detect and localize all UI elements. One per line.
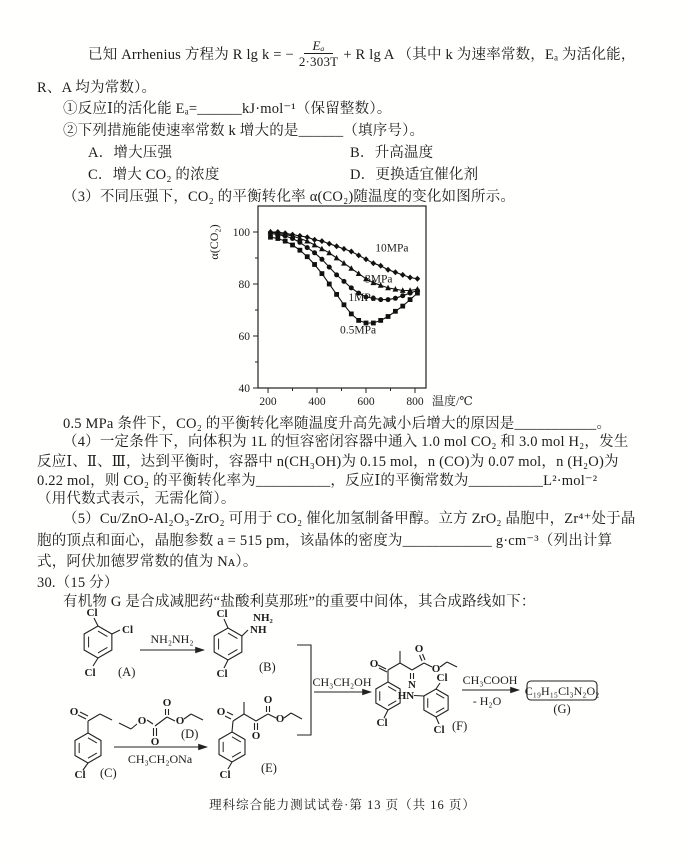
svg-text:400: 400 <box>308 396 326 408</box>
o-label: O <box>251 730 261 742</box>
reaction-arrow-3 <box>114 747 207 766</box>
cl-label: Cl <box>376 717 388 729</box>
reagent-sodium-ethoxide: CH₃CH₂ONa <box>127 752 193 766</box>
o-label: O <box>69 706 79 718</box>
fraction-numerator: Eₐ <box>304 38 332 54</box>
question-5-line2: 胞的顶点和面心，晶胞参数 a = 515 pm，该晶体的密度为____________ g·cm⁻³（列出计算 <box>37 533 613 549</box>
equation-fraction <box>299 38 338 69</box>
cl-label: Cl <box>86 607 98 619</box>
arrhenius-equation-line <box>88 38 636 69</box>
svg-text:0.5MPa: 0.5MPa <box>340 324 377 337</box>
cl-label: Cl <box>74 769 86 781</box>
o-label: O <box>216 706 226 718</box>
option-a: A．增大压强 <box>88 145 173 161</box>
cl-label: Cl <box>216 608 228 620</box>
product-g-formula: C₁₉H₁₅Cl₃N₂O₂ <box>524 684 600 698</box>
question-1-activation-energy: ①反应Ⅰ的活化能 Eₐ=______kJ·mol⁻¹（保留整数）。 <box>63 101 392 117</box>
question-5-line1: （5）Cu/ZnO-Al₂O₃-ZrO₂ 可用于 CO₂ 催化加氢制备甲醇。立方 ZrO₂ 晶胞中，Zr⁴⁺处于晶 <box>63 511 636 527</box>
reaction-arrow-2 <box>312 675 371 692</box>
cl-label: Cl <box>84 667 96 679</box>
o-label: O <box>175 715 185 727</box>
svg-text:100: 100 <box>232 227 250 239</box>
cl-label: Cl <box>436 672 448 684</box>
question-3-intro: （3）不同压强下，CO₂ 的平衡转化率 α(CO₂)随温度的变化如图所示。 <box>63 189 516 205</box>
question-4-line1: （4）一定条件下，向体积为 1L 的恒容密闭容器中通入 1.0 mol CO₂ 和 3.0 mol H₂，发生 <box>63 434 629 450</box>
combining-bracket <box>297 645 311 735</box>
svg-text:3MPa: 3MPa <box>365 273 393 286</box>
o-label: O <box>275 713 285 725</box>
compound-c-label: (C) <box>100 766 117 780</box>
svg-text:60: 60 <box>238 331 250 343</box>
reagent-ethanol: CH₃CH₂OH <box>312 675 372 689</box>
constants-line: R、A 均为常数）。 <box>37 80 157 96</box>
molecule-a <box>84 607 135 679</box>
product-g <box>525 681 600 716</box>
o-label: O <box>150 736 160 748</box>
svg-text:200: 200 <box>259 396 277 408</box>
molecule-e <box>217 694 302 781</box>
o-label: O <box>263 694 273 706</box>
question-4-line3: 0.22 mol，则 CO₂ 的平衡转化率为__________，反应Ⅰ的平衡常数为__________L²·mol⁻² <box>37 473 598 489</box>
question-5-line3: 式，阿伏加德罗常数的值为 Nᴀ）。 <box>37 554 258 570</box>
svg-text:10MPa: 10MPa <box>375 242 409 255</box>
compound-a-label: (A) <box>118 665 136 679</box>
svg-text:800: 800 <box>406 396 424 408</box>
molecule-f <box>370 643 468 736</box>
svg-text:600: 600 <box>357 396 375 408</box>
o-label: O <box>162 697 172 709</box>
equation-prefix: 已知 Arrhenius 方程为 R lg k = − <box>88 47 294 63</box>
question-4-line4: （用代数式表示，无需化简）。 <box>37 491 236 507</box>
byproduct-water: - H₂O <box>472 694 502 708</box>
n-label: N <box>408 679 416 691</box>
o-label: O <box>369 658 379 670</box>
compound-b-label: (B) <box>259 660 276 674</box>
hn-label: HN <box>397 690 415 702</box>
option-c: C．增大 CO₂ 的浓度 <box>88 167 220 183</box>
nh2-label: NH₂ <box>253 612 273 624</box>
cl-label: Cl <box>216 668 228 680</box>
molecule-b <box>214 608 276 680</box>
o-label: O <box>431 663 441 675</box>
compound-g-label: (G) <box>553 702 571 716</box>
svg-text:80: 80 <box>238 279 250 291</box>
compound-f-label: (F) <box>452 719 468 733</box>
page-footer: 理科综合能力测试试卷·第 13 页（共 16 页） <box>209 798 476 812</box>
reaction-arrow-4 <box>462 673 519 708</box>
option-b: B．升高温度 <box>350 145 434 161</box>
reaction-arrow-1 <box>140 632 204 650</box>
compound-d-label: (D) <box>181 727 199 741</box>
cl-label: Cl <box>122 624 133 636</box>
question-2-rate-constant: ②下列措施能使速率常数 k 增大的是______（填序号）。 <box>63 123 425 139</box>
question-4-line2: 反应Ⅰ、Ⅱ、Ⅲ，达到平衡时，容器中 n(CH₃OH)为 0.15 mol，n (CO)为 0.07 mol，n (H₂O)为 <box>37 454 619 470</box>
question-3b-reason: 0.5 MPa 条件下，CO₂ 的平衡转化率随温度升高先减小后增大的原因是___________。 <box>63 416 612 432</box>
option-d: D．更换适宜催化剂 <box>350 167 479 183</box>
svg-text:40: 40 <box>238 383 250 395</box>
co2-conversion-chart <box>203 196 493 411</box>
nh-label: NH <box>250 624 267 636</box>
equation-suffix: + R lg A （其中 k 为速率常数，Eₐ 为活化能， <box>343 47 636 63</box>
svg-text:α(CO₂): α(CO₂) <box>207 224 221 260</box>
molecule-c <box>70 706 117 781</box>
compound-e-label: (E) <box>261 761 277 775</box>
svg-text:1MPa: 1MPa <box>348 291 376 304</box>
cl-label: Cl <box>219 769 231 781</box>
svg-text:温度/℃: 温度/℃ <box>432 394 473 408</box>
synthesis-scheme <box>28 606 678 801</box>
question-30-intro: 有机物 G 是合成减肥药“盐酸利莫那班”的重要中间体，其合成路线如下： <box>63 594 536 610</box>
o-label: O <box>414 643 424 655</box>
reagent-acetic-acid: CH₃COOH <box>462 673 518 687</box>
cl-label: Cl <box>433 724 445 736</box>
reagent-hydrazine: NH₂NH₂ <box>150 632 194 646</box>
o-label: O <box>137 715 147 727</box>
molecule-d <box>119 697 203 748</box>
question-30-header: 30.（15 分） <box>37 575 119 591</box>
fraction-denominator: 2·303T <box>298 54 339 69</box>
